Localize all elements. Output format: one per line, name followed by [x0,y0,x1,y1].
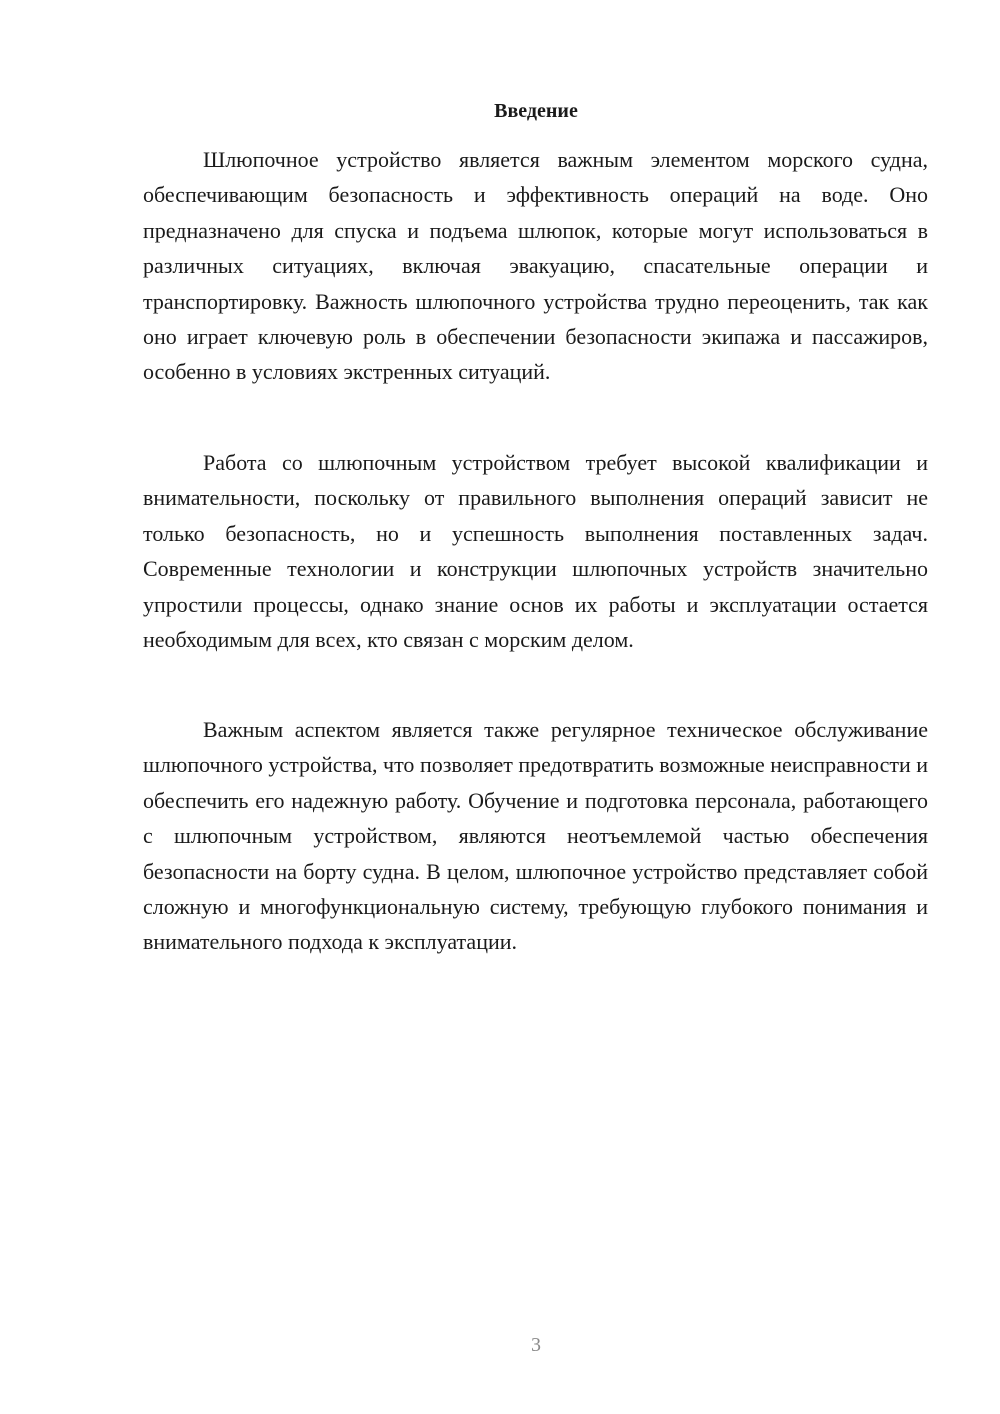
paragraph-3: Важным аспектом является также регулярное техническое обслуживание шлюпочного устройства, что позволяет предотвратить возможные неисправности и обеспечить его надежную работу. Обучение и подготовка персонала, работающего с шлюпочным устройством, являются неотъемлемой частью обеспечения безопасности на борту судна. В целом, шлюпочное устройство представляет собой сложную и многофункциональную систему, требующую глубокого понимания и внимательного подхода к эксплуатации. [143,717,928,955]
paragraph-2: Работа со шлюпочным устройством требует высокой квалификации и внимательности, поскольку от правильного выполнения операций зависит не только безопасность, но и успешность выполнения поставленных задач. Современные технологии и конструкции шлюпочных устройств значительно упростили процессы, однако знание основ их работы и эксплуатации остается необходимым для всех, кто связан с морским делом. [143,450,928,653]
paragraph-1: Шлюпочное устройство является важным элементом морского судна, обеспечивающим безопасность и эффективность операций на воде. Оно предназначено для спуска и подъема шлюпок, которые могут использоваться в различных ситуациях, включая эвакуацию, спасательные операции и транспортировку. Важность шлюпочного устройства трудно переоценить, так как оно играет ключевую роль в обеспечении безопасности экипажа и пассажиров, особенно в условиях экстренных ситуаций. [143,147,928,385]
page-number: 3 [531,1334,541,1356]
section-heading: Введение [494,100,578,122]
